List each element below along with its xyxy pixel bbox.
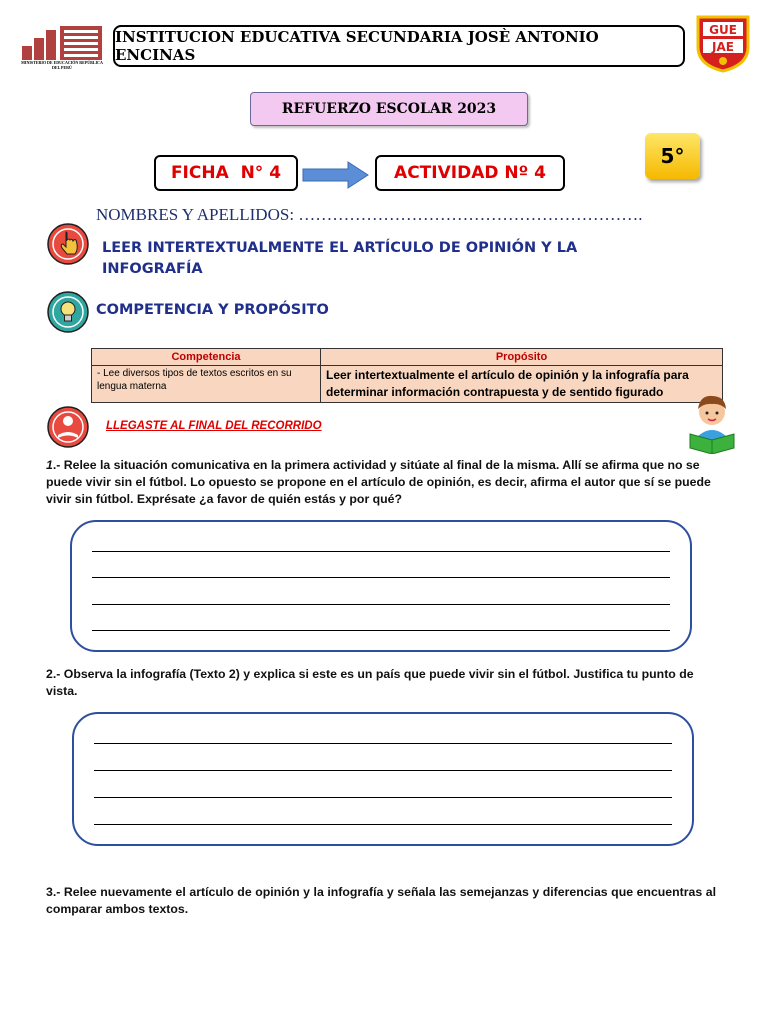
program-title: REFUERZO ESCOLAR 2023 — [281, 101, 497, 117]
question-1-text: .- Relee la situación comunicativa en la primera actividad y sitúate al final de la misma. Allí se afirma que no se puede vivir sin el fútbol. Lo opuesto se propone en el artículo de opinión, es decir, afirma el autor que sí se puede vivir sin fútbol. Exprésate ¿a favor de quién estás y por qué? — [46, 458, 711, 506]
proposito-cell: Leer intertextualmente el artículo de opinión y la infografía para determinar información contrapuesta y de sentido figurado — [321, 366, 723, 403]
reader-icon — [46, 405, 90, 449]
grade-label: 5° — [660, 144, 685, 168]
table-header-competencia: Competencia — [92, 349, 321, 366]
grade-badge — [645, 133, 700, 179]
reading-child-illustration — [684, 394, 740, 454]
actividad-label: ACTIVIDAD Nº 4 — [394, 163, 546, 183]
ficha-label: FICHA N° 4 — [170, 163, 282, 183]
arrow-right-icon — [302, 161, 370, 189]
student-names-field[interactable]: NOMBRES Y APELLIDOS: ……………………………………………………. — [96, 205, 643, 224]
question-2: 2.- Observa la infografía (Texto 2) y explica si este es un país que puede vivir sin el fútbol. Justifica tu punto de vista. — [46, 667, 694, 698]
competence-title: COMPETENCIA Y PROPÓSITO — [96, 302, 329, 318]
question-3: 3.- Relee nuevamente el artículo de opinión y la infografía y señala las semejanzas y diferencias que encuentras al comparar ambos textos. — [46, 885, 716, 916]
question-1 — [46, 457, 711, 508]
ficha-box — [154, 155, 298, 191]
actividad-box — [375, 155, 565, 191]
lightbulb-icon — [46, 290, 90, 334]
end-of-path-label: LLEGASTE AL FINAL DEL RECORRIDO — [106, 420, 322, 432]
table-header-proposito: Propósito — [321, 349, 723, 366]
school-name-banner — [113, 25, 685, 67]
ministry-caption: MINISTERIO DE EDUCACIÓN REPÚBLICA DEL PERÚ — [21, 60, 103, 70]
topic-title: LEER INTERTEXTUALMENTE EL ARTÍCULO DE OPINIÓN Y LA INFOGRAFÍA — [102, 240, 578, 277]
answer-box-2[interactable] — [72, 712, 694, 846]
touch-hand-icon — [46, 222, 90, 266]
school-shield-logo — [694, 13, 752, 73]
shield-top-text: GUE — [709, 23, 737, 37]
school-name: INSTITUCION EDUCATIVA SECUNDARIA JOSÈ ANTONIO ENCINAS — [115, 28, 599, 64]
competencia-cell: - Lee diversos tipos de textos escritos en su lengua materna — [92, 366, 321, 403]
competence-table — [91, 348, 723, 403]
program-title-banner — [250, 92, 528, 126]
question-1-number: 1 — [46, 458, 53, 472]
answer-box-1[interactable] — [70, 520, 692, 652]
shield-bottom-text: JAE — [712, 40, 734, 54]
